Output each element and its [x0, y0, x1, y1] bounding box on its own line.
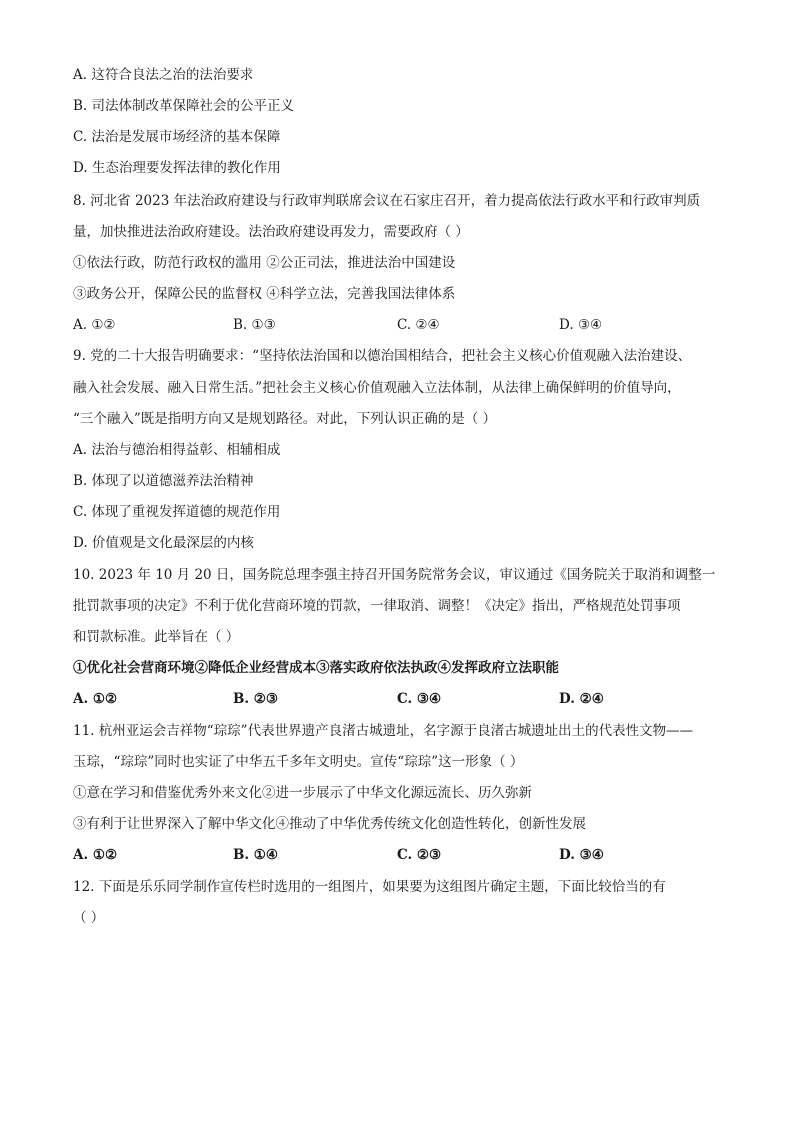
- q11-stem-line-1: 11. 杭州亚运会吉祥物“琮琮”代表世界遗产良渚古城遗址，名字源于良渚古城遗址出土的代表性文物——: [73, 723, 694, 739]
- q11-choice-d: D. ③④: [559, 847, 604, 863]
- q12-stem-line-1: 12. 下面是乐乐同学制作宣传栏时选用的一组图片，如果要为这组图片确定主题，下面比较恰当的有: [73, 879, 666, 895]
- q7-option-b: B. 司法体制改革保障社会的公平正义: [73, 98, 295, 114]
- q8-statements-line-2: ③政务公开，保障公民的监督权 ④科学立法，完善我国法律体系: [73, 286, 456, 302]
- q8-choice-a: A. ①②: [73, 317, 116, 333]
- q9-option-c: C. 体现了重视发挥道德的规范作用: [73, 504, 281, 520]
- q10-choice-a: A. ①②: [73, 691, 118, 707]
- q8-choice-c: C. ②④: [397, 317, 440, 333]
- q10-stem-line-3: 和罚款标准。此举旨在（ ）: [73, 629, 240, 645]
- q8-stem-line-1: 8. 河北省 2023 年法治政府建设与行政审判联席会议在石家庄召开，着力提高依法行政水平和行政审判质: [73, 193, 701, 209]
- q9-stem-line-3: “三个融入”既是指明方向又是规划路径。对此，下列认识正确的是（ ）: [73, 411, 497, 427]
- q7-option-c: C. 法治是发展市场经济的基本保障: [73, 129, 281, 145]
- q11-choice-c: C. ②③: [397, 847, 442, 863]
- q11-choice-a: A. ①②: [73, 847, 118, 863]
- q10-stem-line-2: 批罚款事项的决定》不利于优化营商环境的罚款，一律取消、调整！《决定》指出，严格规范处罚事项: [73, 598, 681, 614]
- q9-option-b: B. 体现了以道德滋养法治精神: [73, 473, 254, 489]
- q10-choice-b: B. ②③: [233, 691, 279, 707]
- q8-stem-line-2: 量，加快推进法治政府建设。法治政府建设再发力，需要政府（ ）: [73, 224, 469, 240]
- q8-choice-d: D. ③④: [559, 317, 603, 333]
- q9-stem-line-1: 9. 党的二十大报告明确要求：“坚持依法治国和以德治国相结合，把社会主义核心价值观融入法治建设、: [73, 348, 692, 364]
- q10-stem-line-1: 10. 2023 年 10 月 20 日，国务院总理李强主持召开国务院常务会议，审议通过《国务院关于取消和调整一: [73, 567, 716, 583]
- q12-stem-line-2: （ ）: [73, 910, 105, 926]
- q9-option-a: A. 法治与德治相得益彰、相辅相成: [73, 442, 281, 458]
- q8-choice-b: B. ①③: [233, 317, 276, 333]
- q9-option-d: D. 价值观是文化最深层的内核: [73, 535, 254, 551]
- q10-choice-c: C. ③④: [397, 691, 442, 707]
- q10-choice-d: D. ②④: [559, 691, 604, 707]
- q11-statements-line-2: ③有利于让世界深入了解中华文化④推动了中华优秀传统文化创造性转化，创新性发展: [73, 816, 586, 832]
- q7-option-a: A. 这符合良法之治的法治要求: [73, 67, 254, 83]
- q10-statements: ①优化社会营商环境②降低企业经营成本③落实政府依法执政④发挥政府立法职能: [73, 660, 559, 676]
- q8-statements-line-1: ①依法行政，防范行政权的滥用 ②公正司法，推进法治中国建设: [73, 255, 456, 271]
- q9-stem-line-2: 融入社会发展、融入日常生活。”把社会主义核心价值观融入立法体制，从法律上确保鲜明的价值导向，: [73, 380, 681, 396]
- q11-choice-b: B. ①④: [233, 847, 279, 863]
- q7-option-d: D. 生态治理要发挥法律的教化作用: [73, 160, 281, 176]
- q11-stem-line-2: 玉琮，“琮琮”同时也实证了中华五千多年文明史。宣传“琮琮”这一形象（ ）: [73, 754, 524, 770]
- q11-statements-line-1: ①意在学习和借鉴优秀外来文化②进一步展示了中华文化源远流长、历久弥新: [73, 785, 532, 801]
